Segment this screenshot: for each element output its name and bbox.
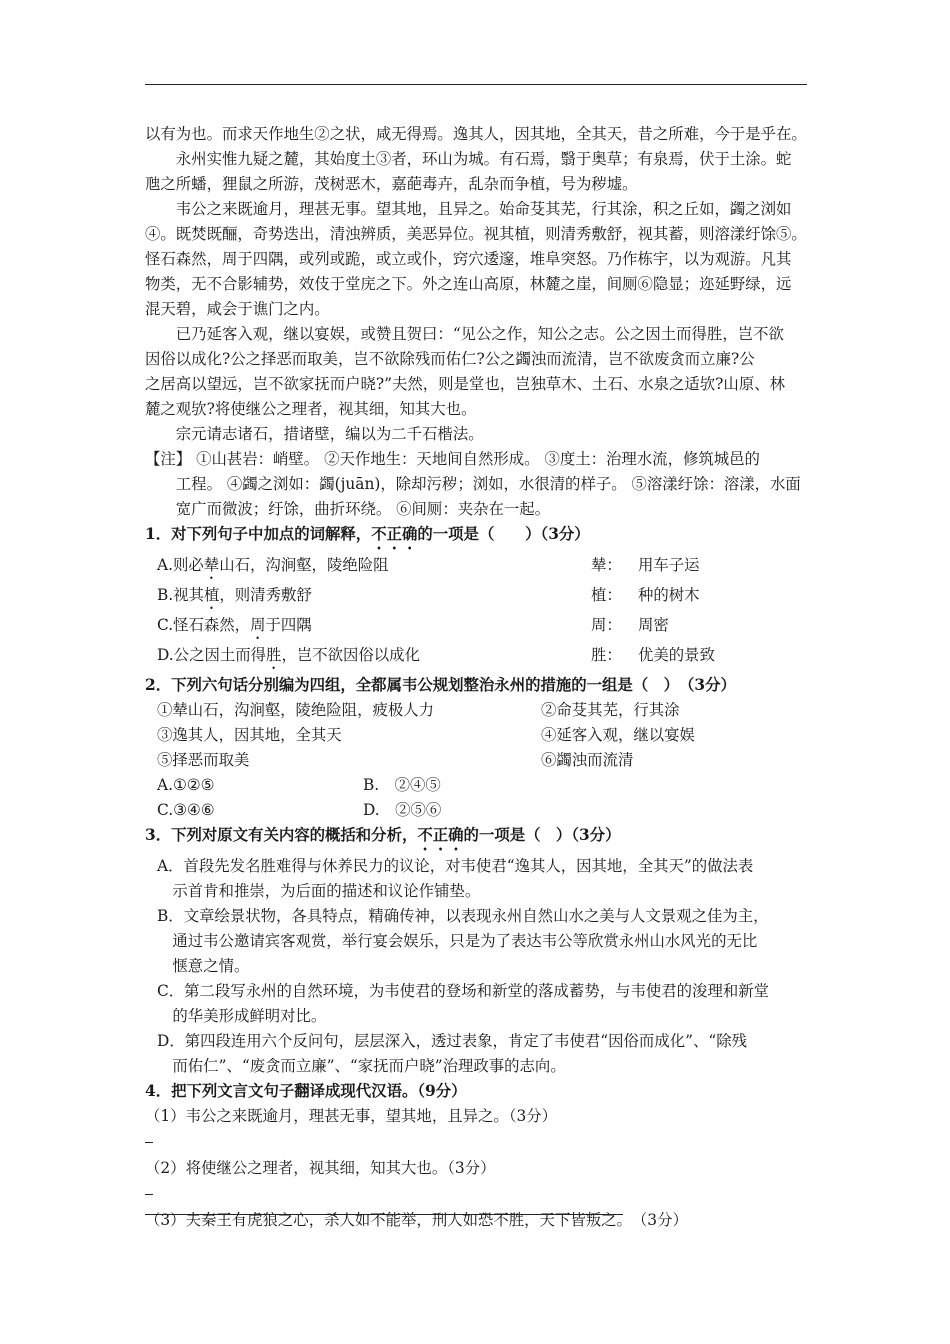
question-3-option-b: 惬意之情。 — [157, 957, 250, 975]
passage-line: 宗元请志诸石，措诸壁，编以为二千石楷法。 — [145, 425, 484, 443]
question-3-option-d: 而佑仁”、“废贪而立廉”、“家抚而户晓”治理政事的志向。 — [157, 1057, 566, 1075]
note-line: 宽广而微波；纡馀，曲折环绕。 ⑥间厕：夹杂在一起。 — [145, 500, 551, 518]
header-rule — [145, 84, 807, 85]
passage-line: 永州实惟九疑之麓，其始度土③者，环山为城。有石焉，翳于奥草；有泉焉，伏于土涂。蛇 — [145, 150, 792, 168]
passage-line: 麓之观欤?将使继公之理者，视其细，知其大也。 — [145, 400, 477, 418]
passage-line: 韦公之来既逾月，理甚无事。望其地，且异之。始命芟其芜，行其涂，积之丘如，蠲之浏如 — [145, 200, 792, 218]
question-1-option: B.视其植，则清秀敷舒 植： 种的树木 — [157, 586, 700, 604]
question-1-option: A.则必辇山石，沟涧壑，陵绝险阻 辇： 用车子运 — [157, 556, 700, 574]
question-3-option-a: A．首段先发名胜难得与休养民力的议论，对韦使君“逸其人，因其地，全其天”的做法表 — [157, 857, 754, 875]
passage-line: 之居高以望远，岂不欲家抚而户晓?”夫然，则是堂也，岂独草木、土石、水泉之适欤?山原、林 — [145, 375, 785, 393]
note-line: 工程。 ④蠲之浏如：蠲(juān)，除却污秽；浏如，水很清的样子。 ⑤溶漾纡馀：溶漾，水面 — [145, 475, 801, 493]
question-3-option-b: 通过韦公邀请宾客观赏，举行宴会娱乐，只是为了表达韦公等欣赏永州山水风光的无比 — [157, 932, 758, 950]
answer-blank[interactable] — [145, 1129, 813, 1156]
passage-line: 已乃延客入观，继以宴娱，或赞且贺曰：“见公之作，知公之志。公之因土而得胜，岂不欲 — [145, 325, 784, 343]
question-4-stem: 4．把下列文言文句子翻译成现代汉语。（9分） — [145, 1082, 467, 1100]
question-3-option-b: B．文章绘景状物，各具特点，精确传神，以表现永州自然山水之美与人文景观之佳为主， — [157, 907, 769, 925]
question-1-stem: 1．对下列句子中加点的词解释，不正确的一项是（ ）（3分） — [145, 525, 590, 543]
question-2-item-row: ③逸其人，因其地，全其天 ④延客入观，继以宴娱 — [157, 726, 695, 744]
passage-line: 以有为也。而求天作地生②之状，咸无得焉。逸其人，因其地，全其天，昔之所难，今于是乎在。 — [145, 125, 807, 143]
question-2-choice-row: C.③④⑥ D. ②⑤⑥ — [157, 801, 442, 819]
passage-line: ④。既焚既酾，奇势迭出，清浊辨质，美恶异位。视其植，则清秀敷舒，视其蓄，则溶漾纡馀⑤。 — [145, 225, 807, 243]
question-3-option-c: 的华美形成鲜明对比。 — [157, 1007, 327, 1025]
question-3-option-a: 示首肯和推崇，为后面的描述和议论作铺垫。 — [157, 882, 481, 900]
note-line: 【注】 ①山甚岩：峭壁。 ②天作地生：天地间自然形成。 ③度土：治理水流，修筑城邑的 — [145, 450, 760, 468]
answer-rule — [145, 1214, 623, 1215]
passage-line: 怪石森然，周于四隅，或列或跪，或立或仆，窍穴逶邃，堆阜突怒。乃作栋宇，以为观游。凡其 — [145, 250, 792, 268]
question-2-item-row: ⑤择恶而取美 ⑥蠲浊而流清 — [157, 751, 634, 769]
question-1-option: D.公之因土而得胜，岂不欲因俗以成化 胜： 优美的景致 — [157, 646, 715, 664]
question-3-option-c: C．第二段写永州的自然环境，为韦使君的登场和新堂的落成蓄势，与韦使君的浚理和新堂 — [157, 982, 770, 1000]
passage-line: 虺之所蟠，狸鼠之所游，茂树恶木，嘉葩毒卉，乱杂而争植，号为秽墟。 — [145, 175, 638, 193]
answer-blank[interactable] — [145, 1181, 813, 1208]
translation-item-3: （3）夫秦王有虎狼之心，杀人如不能举，刑人如恐不胜，天下皆叛之。 （3分） — [145, 1211, 688, 1229]
translation-item-1: （1）韦公之来既逾月，理甚无事，望其地，且异之。（3分） — [145, 1107, 558, 1125]
question-2-choice-row: A.①②⑤ B. ②④⑤ — [157, 776, 441, 794]
question-2-item-row: ①辇山石，沟涧壑，陵绝险阻，疲极人力 ②命芟其芜，行其涂 — [157, 701, 680, 719]
translation-item-2: （2）将使继公之理者，视其细，知其大也。（3分） — [145, 1159, 496, 1177]
passage-line: 因俗以成化?公之择恶而取美，岂不欲除残而佑仁?公之蠲浊而流清，岂不欲废贪而立廉?公 — [145, 350, 755, 368]
question-3-option-d: D．第四段连用六个反问句，层层深入，透过表象，肯定了韦使君“因俗而成化”、“除残 — [157, 1032, 748, 1050]
exam-content — [145, 122, 813, 1233]
question-1-option: C.怪石森然，周于四隅 周： 周密 — [157, 616, 669, 634]
question-2-stem: 2．下列六句话分别编为四组，全都属韦公规划整治永州的措施的一组是（ ） （3分） — [145, 676, 736, 694]
passage-line: 混天碧，咸会于谯门之内。 — [145, 300, 330, 318]
passage-line: 物类，无不合影辅势，效伎于堂庑之下。外之连山高原，林麓之崖，间厕⑥隐显；迩延野绿，远 — [145, 275, 792, 293]
question-3-stem: 3．下列对原文有关内容的概括和分析，不正确的一项是（ ）（3分） — [145, 826, 621, 844]
